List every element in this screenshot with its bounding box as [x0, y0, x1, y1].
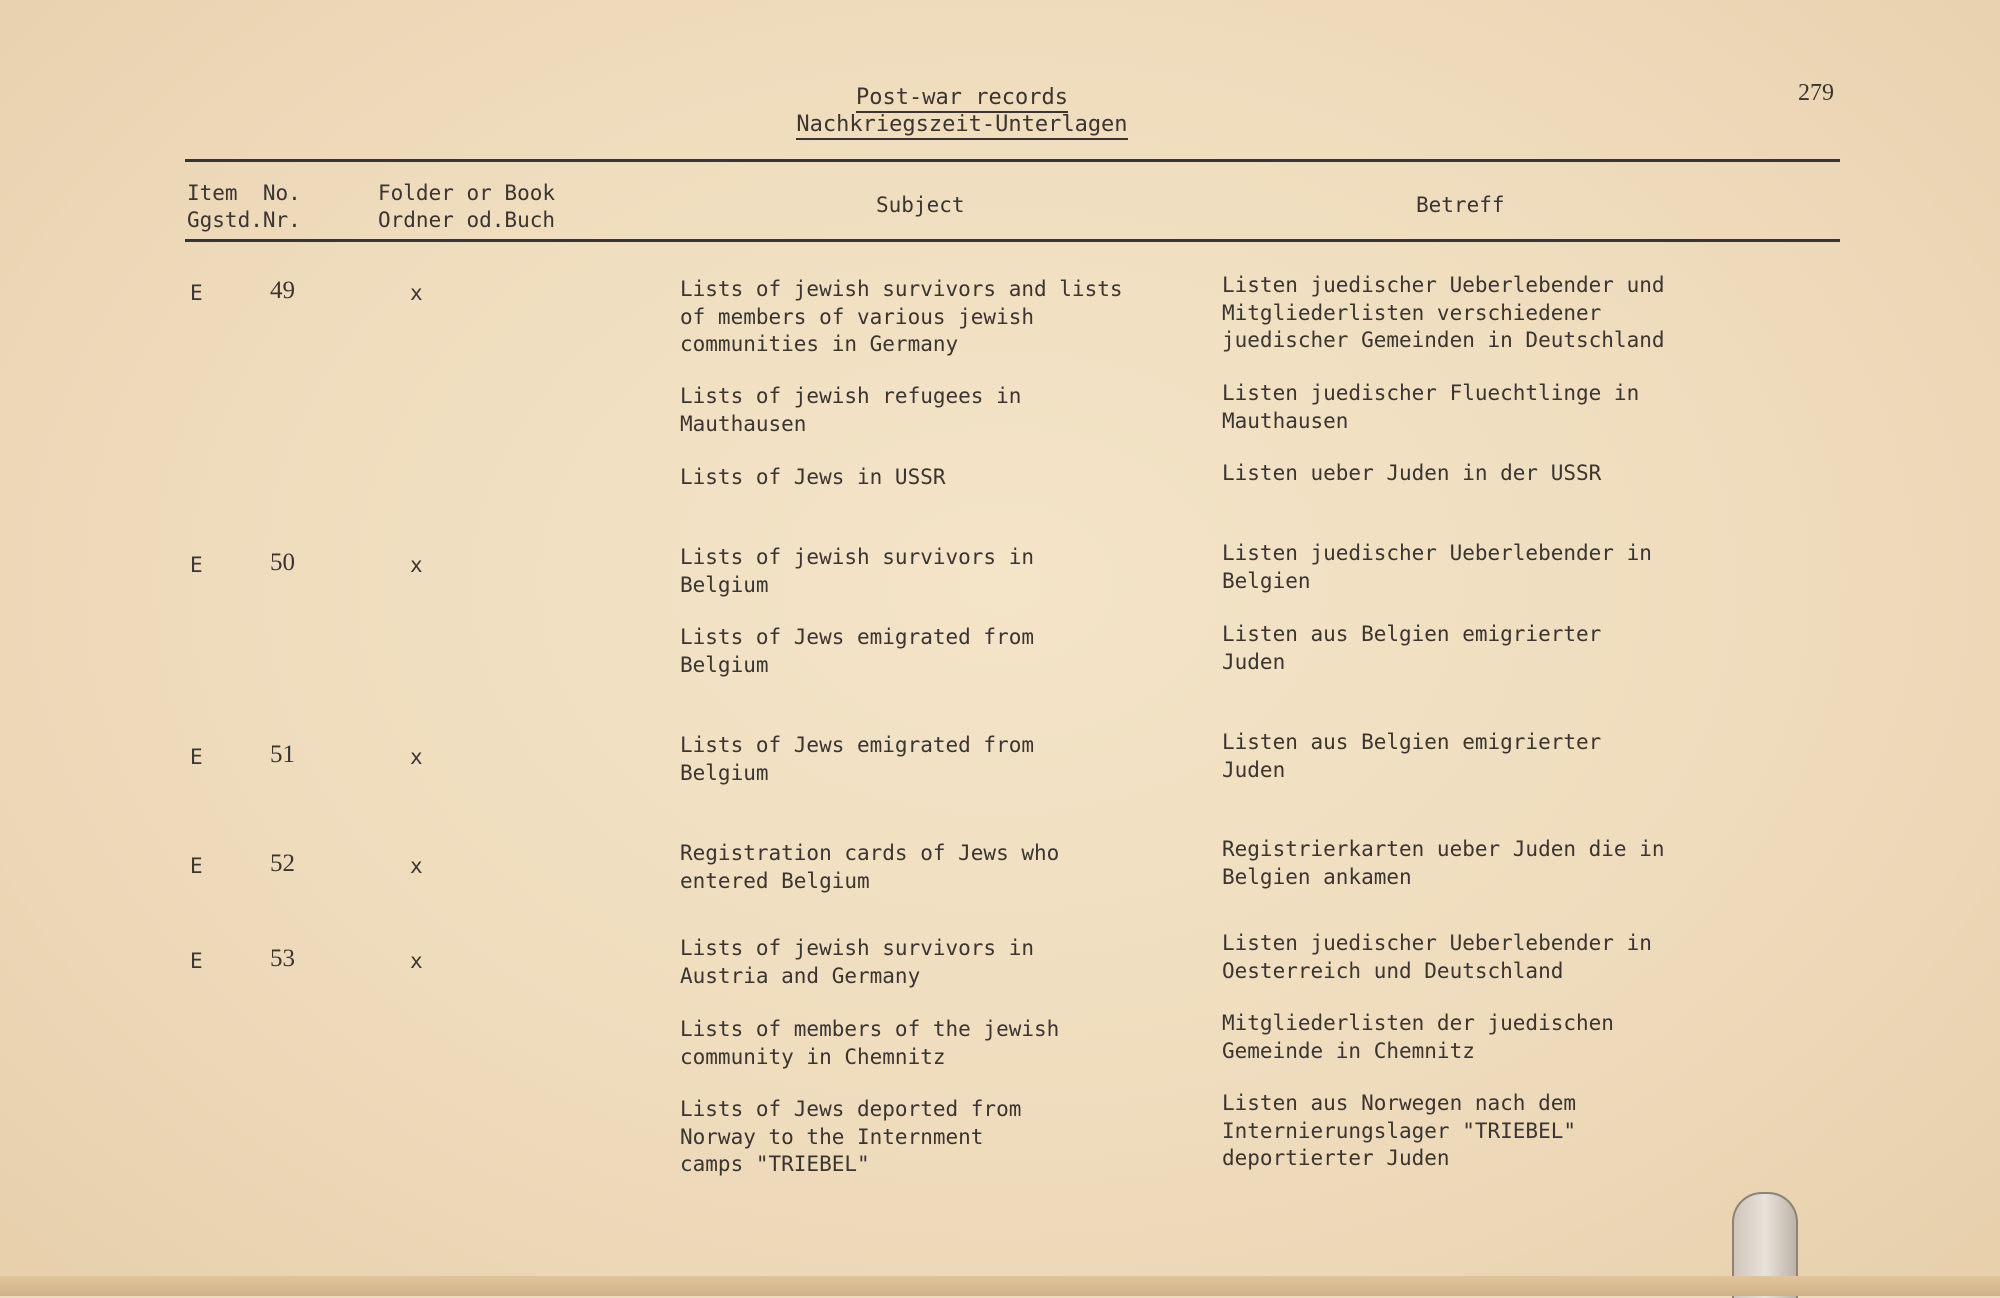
row-folder-mark: x [410, 553, 423, 577]
row-subject: Lists of jewish refugees in Mauthausen [680, 384, 1022, 436]
row-betreff: Mitgliederlisten der juedischen Gemeinde in Chemnitz [1222, 1011, 1614, 1063]
row-betreff: Listen aus Belgien emigrierter Juden [1222, 730, 1602, 782]
row-number: 51 [270, 741, 295, 768]
row-subject: Lists of Jews emigrated from Belgium [680, 733, 1035, 785]
row-betreff: Listen aus Norwegen nach dem Internierungslager "TRIEBEL" deportierter Juden [1222, 1091, 1577, 1170]
column-header-betreff: Betreff [1416, 193, 1505, 217]
row-subject: Lists of members of the jewish community in Chemnitz [680, 1017, 1060, 1069]
row-item: E [190, 281, 203, 305]
row-betreff: Listen juedischer Ueberlebender in Oesterreich und Deutschland [1222, 931, 1652, 983]
row-number: 49 [270, 277, 295, 304]
row-subject: Lists of jewish survivors in Belgium [680, 545, 1035, 597]
column-header-item-line2: Ggstd.Nr. [187, 208, 301, 232]
row-folder-mark: x [410, 281, 423, 305]
row-betreff: Listen ueber Juden in der USSR [1222, 461, 1602, 485]
row-folder-mark: x [410, 854, 423, 878]
row-item: E [190, 745, 203, 769]
row-betreff: Listen aus Belgien emigrierter Juden [1222, 622, 1602, 674]
row-number: 52 [270, 850, 295, 877]
column-header-folder-line2: Ordner od.Buch [378, 208, 556, 232]
row-subject: Registration cards of Jews who entered Belgium [680, 841, 1060, 893]
row-betreff: Listen juedischer Ueberlebender und Mitgliederlisten verschiedener juedischer Gemeinden in Deutschland [1222, 273, 1665, 352]
row-item: E [190, 553, 203, 577]
row-betreff: Registrierkarten ueber Juden die in Belgien ankamen [1222, 837, 1665, 889]
row-number: 50 [270, 549, 295, 576]
column-header-item-line1: Item No. [187, 181, 301, 205]
row-folder-mark: x [410, 745, 423, 769]
row-subject: Lists of Jews in USSR [680, 465, 946, 489]
title-english: Post-war records [856, 85, 1068, 113]
row-folder-mark: x [410, 949, 423, 973]
row-subject: Lists of Jews emigrated from Belgium [680, 625, 1035, 677]
row-item: E [190, 949, 203, 973]
row-subject: Lists of jewish survivors in Austria and Germany [680, 936, 1035, 988]
column-header-folder-line1: Folder or Book [378, 181, 556, 205]
row-number: 53 [270, 945, 295, 972]
row-subject: Lists of Jews deported from Norway to the Internment camps "TRIEBEL" [680, 1097, 1022, 1176]
row-betreff: Listen juedischer Fluechtlinge in Mauthausen [1222, 381, 1640, 433]
row-subject: Lists of jewish survivors and lists of members of various jewish communities in Germany [680, 277, 1123, 356]
title-german: Nachkriegszeit-Unterlagen [796, 112, 1127, 140]
page-number: 279 [1798, 80, 1834, 106]
page-edge [0, 1276, 2000, 1296]
row-item: E [190, 854, 203, 878]
column-header-subject: Subject [876, 193, 965, 217]
row-betreff: Listen juedischer Ueberlebender in Belgien [1222, 541, 1652, 593]
